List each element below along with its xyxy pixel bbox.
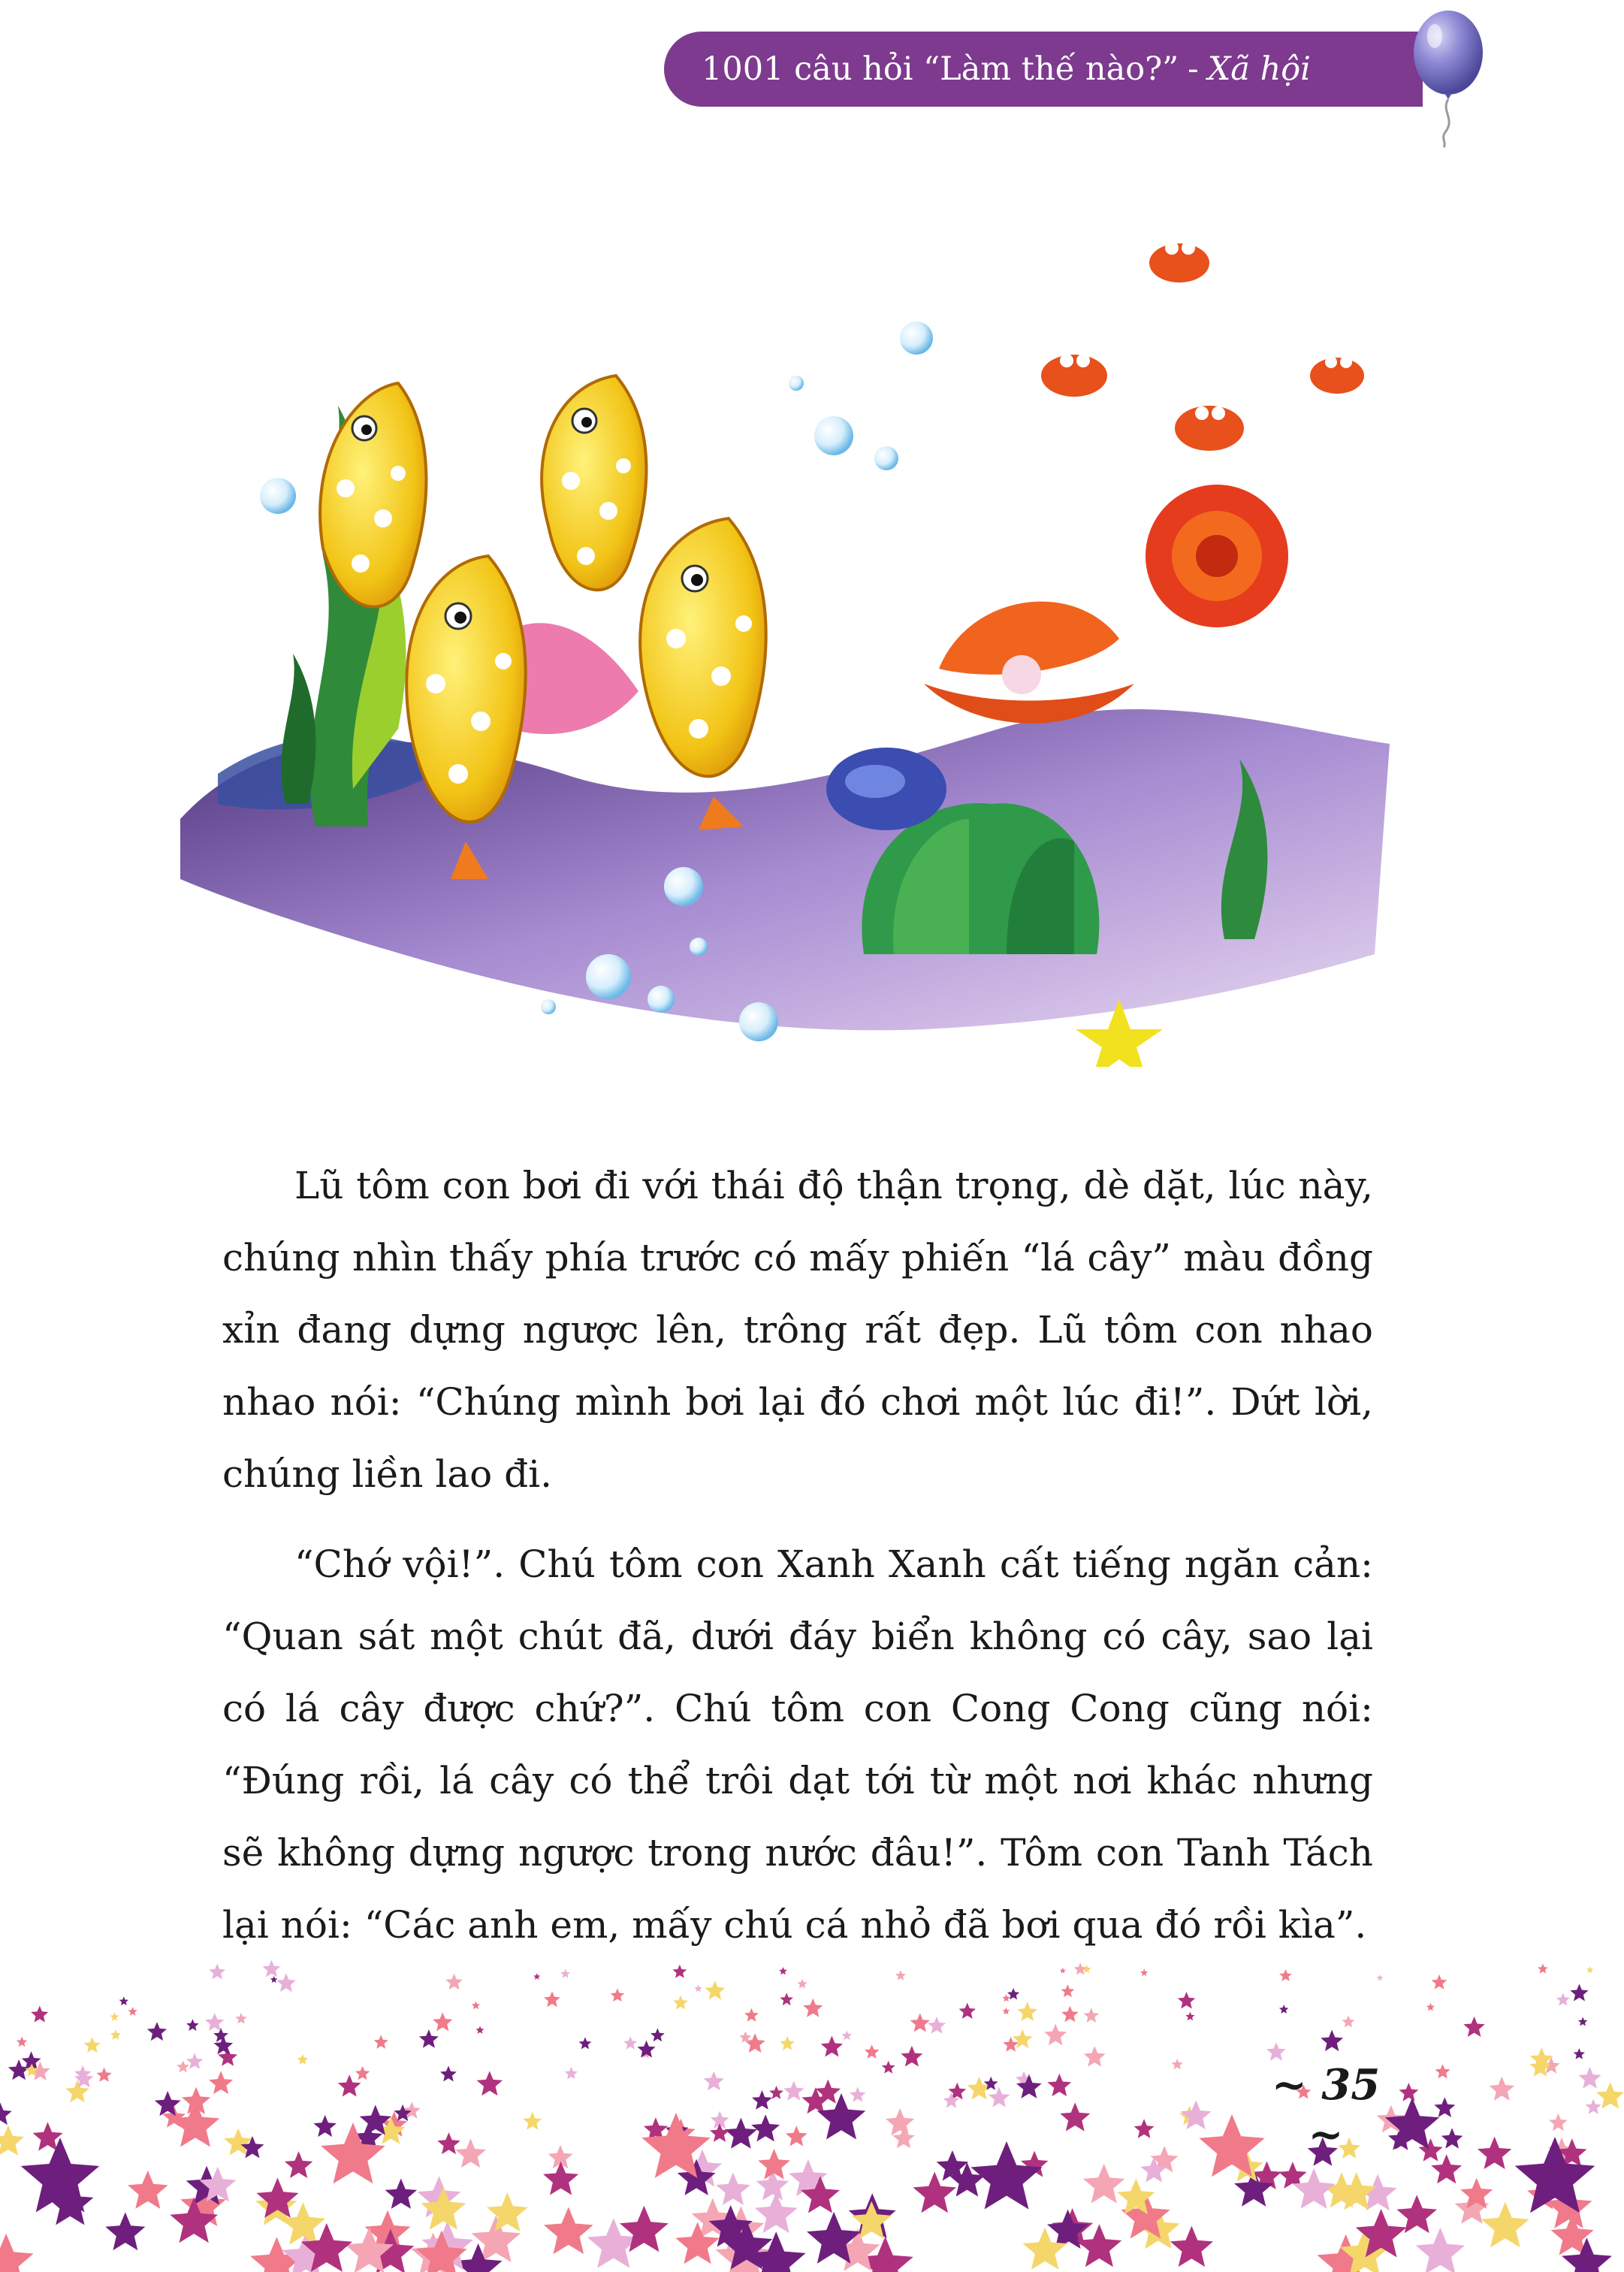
decorative-star	[865, 2044, 880, 2059]
decorative-star	[128, 2171, 168, 2209]
decorative-star	[128, 2007, 137, 2016]
decorative-star	[472, 2002, 480, 2010]
decorative-star	[623, 2036, 637, 2049]
page-number: ~ 35 ~	[1271, 2060, 1381, 2159]
decorative-star	[17, 2037, 27, 2047]
decorative-star	[779, 1967, 787, 1974]
decorative-star	[270, 1976, 278, 1983]
decorative-star	[186, 2053, 203, 2069]
decorative-star	[970, 2141, 1042, 2210]
decorative-star	[110, 2012, 119, 2020]
header-banner	[664, 32, 1423, 107]
decorative-star	[1586, 2099, 1601, 2114]
shell-with-pearl	[924, 602, 1134, 724]
underwater-illustration	[173, 203, 1405, 1067]
decorative-star	[1140, 1968, 1148, 1976]
decorative-star	[263, 1960, 281, 1977]
decorative-star	[565, 2067, 578, 2079]
decorative-star	[803, 1999, 823, 2017]
decorative-star	[651, 2028, 665, 2041]
decorative-star	[1586, 1966, 1594, 1973]
decorative-star	[579, 2037, 592, 2049]
decorative-star	[1556, 1993, 1570, 2006]
decorative-star	[477, 2071, 503, 2095]
decorative-star	[1434, 2097, 1455, 2117]
decorative-star	[313, 2115, 337, 2137]
decorative-star	[560, 1969, 570, 1978]
decorative-star	[385, 2179, 418, 2209]
decorative-star	[177, 2060, 189, 2072]
decorative-star	[0, 2103, 12, 2125]
decorative-star	[105, 2213, 145, 2251]
decorative-star	[440, 2066, 457, 2082]
decorative-star	[1083, 2164, 1124, 2204]
decorative-star	[783, 2081, 804, 2101]
decorative-star	[1399, 2083, 1419, 2101]
decorative-star	[895, 1970, 906, 1980]
decorative-star	[205, 2013, 224, 2031]
decorative-star	[213, 2028, 228, 2042]
decorative-star	[744, 2008, 759, 2022]
decorative-star	[755, 2192, 798, 2233]
story-paragraph-2: “Chớ vội!”. Chú tôm con Xanh Xanh cất tiếng ngăn cản: “Quan sát một chút đã, dưới đáy biển không có cây, sao lại có lá cây được chứ?”. Chú tôm con Cong Cong cũng nói: “Đúng rồi, lá cây có thể trôi dạt tới từ một nơi khác nhưng sẽ không dựng ngược trong nước đâu!”. Tôm con Tanh Tách lại nói: “Các anh em, mấy chú cá nhỏ đã bơi qua đó rồi kìa”.	[222, 1542, 1373, 1947]
decorative-star	[1478, 2137, 1511, 2169]
yellow-fish-1	[320, 383, 426, 607]
decorative-star	[543, 2162, 578, 2195]
decorative-star	[1172, 2059, 1183, 2069]
decorative-star	[611, 1989, 625, 2002]
decorative-star	[769, 2086, 783, 2099]
decorative-star	[297, 2054, 309, 2065]
decorative-star	[710, 2123, 729, 2142]
decorative-star	[544, 1991, 560, 2007]
decorative-star	[1061, 1984, 1074, 1997]
decorative-star	[842, 2030, 852, 2040]
decorative-star	[1279, 1969, 1292, 1981]
decorative-star	[780, 2036, 795, 2050]
decorative-star	[751, 2114, 780, 2141]
decorative-star	[214, 2036, 234, 2054]
decorative-star	[1185, 2012, 1194, 2021]
decorative-star	[1181, 2100, 1212, 2129]
decorative-star	[455, 2138, 486, 2168]
decorative-star	[445, 1974, 463, 1990]
yellow-fish-2	[542, 376, 646, 590]
decorative-star	[1047, 2074, 1071, 2096]
decorative-star	[374, 2035, 388, 2049]
decorative-star	[209, 1964, 225, 1980]
decorative-star	[1134, 2119, 1155, 2138]
decorative-star	[533, 1973, 540, 1980]
decorative-star	[1538, 1964, 1548, 1974]
decorative-star	[1044, 2024, 1067, 2046]
decorative-star	[1178, 1992, 1196, 2009]
decorative-star	[276, 1973, 296, 1992]
decorative-star	[1426, 2003, 1435, 2011]
decorative-star	[704, 2071, 724, 2091]
decorative-star	[96, 2068, 111, 2082]
decorative-star	[1578, 2067, 1601, 2089]
decorative-star	[1342, 2016, 1355, 2028]
decorative-star	[780, 1993, 793, 2005]
decorative-star	[1481, 2202, 1529, 2248]
decorative-star	[186, 2019, 199, 2031]
story-paragraph-1: Lũ tôm con bơi đi với thái độ thận trọng, dè dặt, lúc này, chúng nhìn thấy phía trước có mấy phiến “lá cây” màu đồng xỉn đang dựng ngược lên, trông rất đẹp. Lũ tôm con nhao nhao nói: “Chúng mình bơi lại đó chơi một lúc đi!”. Dứt lời, chúng liền lao đi.	[222, 1164, 1373, 1496]
decorative-star	[523, 2112, 542, 2130]
decorative-star	[725, 2118, 757, 2149]
decorative-star	[989, 2087, 1010, 2107]
decorative-star	[110, 2029, 121, 2040]
decorative-star	[338, 2074, 361, 2096]
decorative-star	[797, 1979, 807, 1989]
decorative-star	[786, 2125, 807, 2146]
decorative-star	[1084, 2046, 1106, 2066]
decorative-star	[1074, 1962, 1087, 1974]
decorative-star	[155, 2091, 181, 2116]
decorative-star	[1578, 2017, 1588, 2026]
decorative-star	[285, 2151, 312, 2178]
decorative-star	[886, 2108, 914, 2136]
decorative-star	[694, 1985, 702, 1993]
decorative-star	[928, 2017, 946, 2034]
decorative-star	[1435, 2064, 1450, 2078]
decorative-star	[171, 2101, 220, 2147]
decorative-star	[705, 1980, 725, 2000]
decorative-star	[1017, 2002, 1037, 2021]
title-separator: -	[1188, 50, 1199, 88]
decorative-star	[147, 2022, 167, 2041]
decorative-star	[1463, 2017, 1485, 2037]
decorative-star	[910, 2013, 930, 2032]
book-title: 1001 câu hỏi “Làm thế nào?”	[702, 50, 1179, 88]
decorative-star	[821, 2036, 843, 2057]
decorative-star	[1490, 2077, 1515, 2101]
decorative-star	[959, 2003, 977, 2019]
decorative-star	[31, 2006, 48, 2023]
decorative-star	[1441, 2128, 1463, 2148]
decorative-star	[1279, 2005, 1289, 2014]
decorative-star	[1321, 2030, 1343, 2052]
story-text	[222, 1150, 1373, 1979]
decorative-star	[1060, 2102, 1090, 2131]
decorative-star	[1266, 2042, 1286, 2061]
decorative-star	[716, 2173, 750, 2205]
decorative-star	[84, 2037, 101, 2053]
decorative-star	[1170, 2226, 1213, 2267]
decorative-star	[1416, 2228, 1465, 2272]
decorative-star	[1013, 2029, 1033, 2048]
decorative-star	[673, 1996, 688, 2010]
decorative-star	[1061, 2006, 1079, 2023]
red-anemone	[1146, 485, 1288, 627]
balloon-icon	[1403, 6, 1493, 149]
decorative-star	[850, 2087, 865, 2102]
decorative-star	[913, 2172, 956, 2213]
decorative-star	[235, 2013, 246, 2024]
yellow-fish-4	[640, 518, 766, 830]
decorative-star	[1570, 1984, 1588, 2002]
decorative-star	[1002, 2008, 1010, 2015]
decorative-star	[433, 2012, 452, 2031]
decorative-star	[752, 2090, 772, 2110]
decorative-star	[544, 2207, 593, 2255]
decorative-star	[882, 2061, 895, 2074]
decorative-star	[672, 1965, 687, 1978]
section-title: Xã hội	[1207, 50, 1311, 88]
decorative-star	[1377, 1974, 1384, 1980]
decorative-star	[1432, 1974, 1447, 1990]
decorative-star	[476, 2026, 484, 2034]
decorative-star	[901, 2046, 922, 2067]
decorative-star	[119, 1996, 128, 2005]
shrimp-group	[1041, 241, 1364, 451]
decorative-star	[209, 2071, 233, 2094]
decorative-star	[0, 2234, 34, 2272]
decorative-star	[1060, 1968, 1066, 1974]
decorative-star	[1549, 2113, 1568, 2131]
decorative-star	[1002, 1994, 1010, 2002]
decorative-star	[1574, 2048, 1585, 2059]
decorative-star	[355, 2066, 370, 2080]
decorative-star	[1084, 2008, 1099, 2023]
decorative-star	[0, 2125, 24, 2156]
decorative-star	[419, 2029, 439, 2048]
